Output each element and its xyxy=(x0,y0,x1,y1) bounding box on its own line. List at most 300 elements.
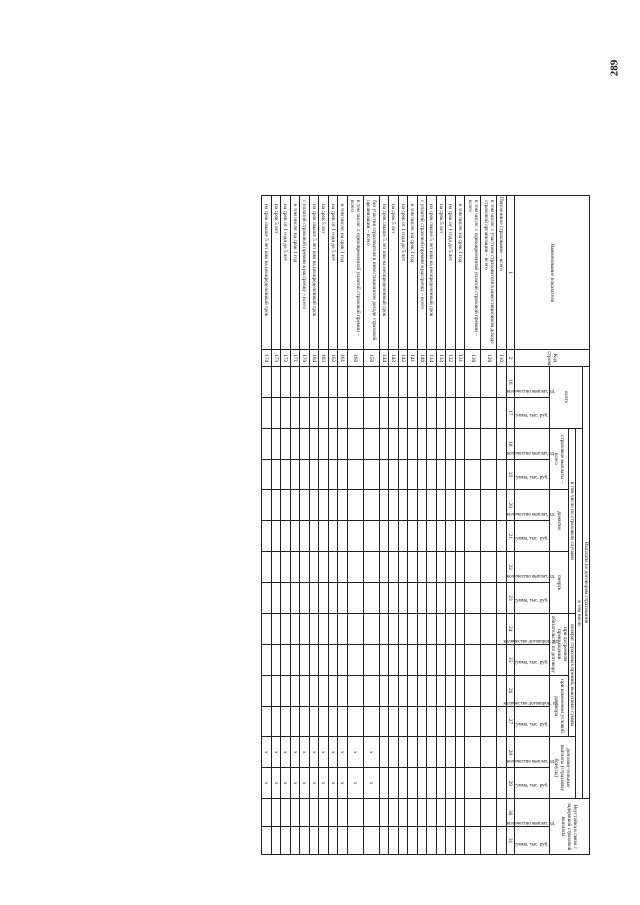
table-cell xyxy=(309,521,319,552)
row-code: 120 xyxy=(481,350,497,366)
subheader-sum: сумма, тыс. руб. xyxy=(514,706,549,737)
table-cell xyxy=(319,397,329,428)
row-code: 110 xyxy=(497,350,507,366)
table-cell xyxy=(481,397,497,428)
table-cell xyxy=(497,521,507,552)
table-cell xyxy=(347,583,363,614)
table-cell xyxy=(338,799,348,827)
table-cell xyxy=(417,552,427,583)
column-number: 22 xyxy=(506,552,514,583)
table-cell xyxy=(389,827,399,855)
table-cell xyxy=(427,644,437,675)
table-cell xyxy=(262,613,272,644)
table-cell xyxy=(262,490,272,521)
table-cell xyxy=(417,490,427,521)
table-cell xyxy=(338,706,348,737)
table-cell xyxy=(427,706,437,737)
table-cell xyxy=(379,799,389,827)
cell-extra-sum xyxy=(389,768,399,799)
table-row xyxy=(455,196,465,855)
row-name: на срок 5 лет xyxy=(389,196,399,350)
cell-extra-count xyxy=(436,737,446,768)
table-cell xyxy=(417,644,427,675)
row-name: в том числе: на срок 1 год xyxy=(338,196,348,350)
table-cell xyxy=(290,799,300,827)
cell-extra-count: x xyxy=(281,737,291,768)
table-cell xyxy=(417,799,427,827)
table-cell xyxy=(398,552,408,583)
column-number: 18 xyxy=(506,428,514,459)
row-code: 144 xyxy=(379,350,389,366)
header-payments: Выплаты по договорам страхования xyxy=(582,366,589,798)
row-name: Пенсионное страхование – всего xyxy=(497,196,507,350)
row-code: 141 xyxy=(408,350,418,366)
table-cell xyxy=(455,397,465,428)
table-cell xyxy=(436,459,446,490)
table-cell xyxy=(389,521,399,552)
table-cell xyxy=(465,552,481,583)
table-row xyxy=(446,196,456,855)
table-cell xyxy=(398,397,408,428)
table-row xyxy=(328,196,338,855)
table-cell xyxy=(328,490,338,521)
table-cell xyxy=(436,583,446,614)
subheader-count: количество выплат, ед. xyxy=(514,428,549,459)
table-cell xyxy=(446,799,456,827)
table-cell xyxy=(347,366,363,397)
table-cell xyxy=(455,428,465,459)
table-row xyxy=(309,196,319,855)
table-cell xyxy=(338,428,348,459)
table-cell xyxy=(290,428,300,459)
table-cell xyxy=(319,644,329,675)
table-cell xyxy=(271,583,281,614)
row-name: в том числе: на срок 1 год xyxy=(290,196,300,350)
table-cell xyxy=(379,397,389,428)
table-cell xyxy=(309,799,319,827)
table-cell xyxy=(398,490,408,521)
table-cell xyxy=(290,675,300,706)
table-cell xyxy=(497,644,507,675)
table-cell xyxy=(319,521,329,552)
table-cell xyxy=(290,644,300,675)
table-cell xyxy=(347,827,363,855)
table-cell xyxy=(271,827,281,855)
table-cell xyxy=(319,366,329,397)
subheader-sum: сумма, тыс. руб. xyxy=(514,583,549,614)
table-cell xyxy=(465,799,481,827)
table-cell xyxy=(446,490,456,521)
table-cell xyxy=(446,827,456,855)
table-cell xyxy=(455,644,465,675)
table-cell xyxy=(408,552,418,583)
table-cell xyxy=(446,366,456,397)
cell-extra-count: x xyxy=(338,737,348,768)
cell-extra-sum xyxy=(408,768,418,799)
table-cell xyxy=(446,675,456,706)
table-cell xyxy=(436,827,446,855)
table-cell xyxy=(271,459,281,490)
row-name: на срок 5 лет xyxy=(271,196,281,350)
table-cell xyxy=(465,459,481,490)
table-cell xyxy=(481,521,497,552)
cell-extra-count xyxy=(398,737,408,768)
table-cell xyxy=(389,706,399,737)
column-number: 25 xyxy=(506,644,514,675)
table-cell xyxy=(319,490,329,521)
table-cell xyxy=(417,706,427,737)
table-cell xyxy=(338,552,348,583)
cell-extra-sum: x xyxy=(300,768,310,799)
cell-extra-count: x xyxy=(309,737,319,768)
table-cell xyxy=(408,799,418,827)
table-cell xyxy=(417,613,427,644)
table-cell xyxy=(389,799,399,827)
table-row xyxy=(379,196,389,855)
row-code: 131 xyxy=(455,350,465,366)
table-cell xyxy=(300,490,310,521)
table-cell xyxy=(398,459,408,490)
table-cell xyxy=(408,613,418,644)
row-code: 161 xyxy=(338,350,348,366)
table-row xyxy=(347,196,363,855)
subheader-sum: сумма, тыс. руб. xyxy=(514,768,549,799)
column-number: 20 xyxy=(506,490,514,521)
insurance-payments-table xyxy=(261,195,590,855)
table-cell xyxy=(300,675,310,706)
table-row xyxy=(338,196,348,855)
row-name: в том числе: на срок 1 год xyxy=(455,196,465,350)
cell-extra-sum xyxy=(455,768,465,799)
cell-extra-sum xyxy=(417,768,427,799)
row-name: на срок свыше 5 лет или на неопределенный срок xyxy=(309,196,319,350)
table-cell xyxy=(455,706,465,737)
table-row xyxy=(465,196,481,855)
row-name: в том числе: с единовременной уплатой страховой премии – всего xyxy=(347,196,363,350)
table-cell xyxy=(319,613,329,644)
table-cell xyxy=(363,521,379,552)
table-cell xyxy=(379,613,389,644)
subheader-count: количество выплат, ед. xyxy=(514,490,549,521)
table-cell xyxy=(309,583,319,614)
row-name: в том числе: с единовременной уплатой страховой премии – всего xyxy=(465,196,481,350)
table-cell xyxy=(465,397,481,428)
table-cell xyxy=(328,706,338,737)
table-cell xyxy=(497,827,507,855)
header-extra-payments: дополни-тельные выплаты (страховые бонусы) xyxy=(549,737,575,799)
table-cell xyxy=(290,459,300,490)
cell-extra-count: x xyxy=(262,737,272,768)
table-cell xyxy=(347,428,363,459)
table-row xyxy=(427,196,437,855)
table-cell xyxy=(408,459,418,490)
cell-extra-sum xyxy=(379,768,389,799)
cell-extra-count xyxy=(497,737,507,768)
cell-extra-count xyxy=(417,737,427,768)
cell-extra-count: x xyxy=(328,737,338,768)
table-cell xyxy=(347,799,363,827)
table-cell xyxy=(363,644,379,675)
table-cell xyxy=(427,397,437,428)
table-cell xyxy=(427,366,437,397)
table-cell xyxy=(417,583,427,614)
table-cell xyxy=(281,799,291,827)
subheader-sum: сумма, тыс. руб. xyxy=(514,521,549,552)
table-cell xyxy=(398,613,408,644)
table-cell xyxy=(408,521,418,552)
table-cell xyxy=(328,459,338,490)
table-cell xyxy=(417,827,427,855)
table-cell xyxy=(338,459,348,490)
table-cell xyxy=(398,366,408,397)
table-cell xyxy=(389,490,399,521)
table-cell xyxy=(338,366,348,397)
table-cell xyxy=(363,397,379,428)
row-name: на срок 5 лет xyxy=(436,196,446,350)
table-cell xyxy=(497,397,507,428)
table-cell xyxy=(290,521,300,552)
header-code: Код строки xyxy=(514,350,589,366)
table-row xyxy=(271,196,281,855)
table-cell xyxy=(300,366,310,397)
column-number: 24 xyxy=(506,613,514,644)
table-cell xyxy=(427,552,437,583)
table-cell xyxy=(455,459,465,490)
table-cell xyxy=(271,675,281,706)
table-cell xyxy=(389,459,399,490)
table-cell xyxy=(309,675,319,706)
table-cell xyxy=(281,827,291,855)
table-cell xyxy=(347,675,363,706)
table-cell xyxy=(309,490,319,521)
column-number: 2 xyxy=(506,350,514,366)
table-cell xyxy=(363,459,379,490)
table-row xyxy=(389,196,399,855)
row-code: 130 xyxy=(465,350,481,366)
table-cell xyxy=(497,490,507,521)
row-name: на срок от 1 года до 5 лет xyxy=(446,196,456,350)
table-cell xyxy=(398,827,408,855)
table-cell xyxy=(363,706,379,737)
table-cell xyxy=(309,428,319,459)
table-cell xyxy=(436,675,446,706)
column-number: 29 xyxy=(506,768,514,799)
table-cell xyxy=(290,397,300,428)
table-cell xyxy=(300,613,310,644)
subheader-count: количество выплат, ед. xyxy=(514,737,549,768)
table-cell xyxy=(328,428,338,459)
row-name: в том числе: с участием страхователя в инвестиционном доходе страховой организации – всего xyxy=(481,196,497,350)
table-cell xyxy=(363,428,379,459)
table-cell xyxy=(363,613,379,644)
table-row xyxy=(281,196,291,855)
table-row xyxy=(363,196,379,855)
row-code: 174 xyxy=(262,350,272,366)
table-cell xyxy=(262,397,272,428)
subheader-sum: сумма, тыс. руб. xyxy=(514,644,549,675)
table-cell xyxy=(455,675,465,706)
table-cell xyxy=(328,827,338,855)
table-cell xyxy=(281,428,291,459)
column-number: 26 xyxy=(506,675,514,706)
cell-extra-count: x xyxy=(347,737,363,768)
table-cell xyxy=(389,613,399,644)
table-cell xyxy=(347,644,363,675)
row-code: 162 xyxy=(328,350,338,366)
table-cell xyxy=(347,490,363,521)
table-cell xyxy=(319,706,329,737)
table-cell xyxy=(319,799,329,827)
table-cell xyxy=(379,827,389,855)
table-cell xyxy=(455,366,465,397)
table-cell xyxy=(408,644,418,675)
subheader-sum: сумма, тыс. руб. xyxy=(514,827,549,855)
table-cell xyxy=(408,490,418,521)
table-cell xyxy=(379,552,389,583)
row-name: с уплатой страховой премии в рассрочку – всего xyxy=(300,196,310,350)
table-cell xyxy=(300,706,310,737)
subheader-sum: сумма, тыс. руб. xyxy=(514,397,549,428)
table-cell xyxy=(328,521,338,552)
table-cell xyxy=(271,552,281,583)
cell-extra-count xyxy=(427,737,437,768)
subheader-sum: сумма, тыс. руб. xyxy=(514,459,549,490)
table-cell xyxy=(300,583,310,614)
table-cell xyxy=(290,552,300,583)
cell-extra-sum: x xyxy=(338,768,348,799)
table-cell xyxy=(309,397,319,428)
table-cell xyxy=(446,428,456,459)
table-cell xyxy=(328,583,338,614)
table-cell xyxy=(398,799,408,827)
row-name: на срок свыше 5 лет или на неопределенный срок xyxy=(427,196,437,350)
table-cell xyxy=(436,490,446,521)
table-cell xyxy=(290,827,300,855)
cell-extra-sum xyxy=(497,768,507,799)
table-cell xyxy=(347,552,363,583)
table-cell xyxy=(262,552,272,583)
column-number: 31 xyxy=(506,827,514,855)
rotated-table-container xyxy=(70,195,590,855)
table-row xyxy=(300,196,310,855)
cell-extra-sum: x xyxy=(309,768,319,799)
table-cell xyxy=(408,675,418,706)
cell-extra-sum: x xyxy=(271,768,281,799)
table-cell xyxy=(481,366,497,397)
table-cell xyxy=(309,706,319,737)
table-cell xyxy=(347,397,363,428)
table-cell xyxy=(436,521,446,552)
row-code: 163 xyxy=(319,350,329,366)
table-cell xyxy=(262,583,272,614)
table-cell xyxy=(427,827,437,855)
table-cell xyxy=(262,827,272,855)
row-code: 173 xyxy=(271,350,281,366)
table-cell xyxy=(481,428,497,459)
table-cell xyxy=(309,827,319,855)
table-cell xyxy=(465,706,481,737)
table-cell xyxy=(417,428,427,459)
table-cell xyxy=(481,490,497,521)
row-name: на срок от 1 года до 5 лет xyxy=(398,196,408,350)
cell-extra-count xyxy=(379,737,389,768)
table-body xyxy=(262,196,507,855)
table-cell xyxy=(436,706,446,737)
row-name: на срок 5 лет xyxy=(319,196,329,350)
table-cell xyxy=(271,644,281,675)
table-cell xyxy=(309,366,319,397)
column-number: 23 xyxy=(506,583,514,614)
cell-extra-sum: x xyxy=(281,768,291,799)
table-cell xyxy=(427,459,437,490)
header-death: смерть xyxy=(549,552,568,614)
table-row xyxy=(481,196,497,855)
table-cell xyxy=(281,366,291,397)
table-cell xyxy=(338,613,348,644)
table-cell xyxy=(281,521,291,552)
table-cell xyxy=(300,459,310,490)
table-cell xyxy=(481,552,497,583)
table-cell xyxy=(446,644,456,675)
table-cell xyxy=(465,366,481,397)
row-name: без участия страхователя в инвестиционном доходе страховой организации – всего xyxy=(363,196,379,350)
table-cell xyxy=(290,366,300,397)
row-code: 142 xyxy=(398,350,408,366)
table-cell xyxy=(417,675,427,706)
table-cell xyxy=(408,428,418,459)
table-cell xyxy=(338,397,348,428)
table-cell xyxy=(281,583,291,614)
table-cell xyxy=(271,397,281,428)
table-cell xyxy=(446,459,456,490)
table-cell xyxy=(319,583,329,614)
table-cell xyxy=(436,428,446,459)
table-cell xyxy=(408,366,418,397)
table-cell xyxy=(290,490,300,521)
table-cell xyxy=(481,827,497,855)
table-cell xyxy=(497,552,507,583)
subheader-count: количество выплат, ед. xyxy=(514,552,549,583)
cell-extra-count: x xyxy=(271,737,281,768)
header-including: в том числе xyxy=(575,428,582,799)
table-cell xyxy=(262,521,272,552)
table-cell xyxy=(455,613,465,644)
table-cell xyxy=(309,644,319,675)
cell-extra-sum: x xyxy=(328,768,338,799)
row-name: в том числе: на срок 1 год xyxy=(408,196,418,350)
table-cell xyxy=(436,799,446,827)
table-row xyxy=(408,196,418,855)
table-cell xyxy=(271,799,281,827)
cell-extra-count xyxy=(481,737,497,768)
cell-extra-count xyxy=(389,737,399,768)
table-cell xyxy=(389,675,399,706)
column-number: 19 xyxy=(506,459,514,490)
column-number: 27 xyxy=(506,706,514,737)
table-cell xyxy=(319,428,329,459)
row-name: на срок от 1 года до 5 лет xyxy=(281,196,291,350)
table-cell xyxy=(262,799,272,827)
table-cell xyxy=(338,490,348,521)
column-number: 30 xyxy=(506,799,514,827)
table-cell xyxy=(446,552,456,583)
table-cell xyxy=(328,644,338,675)
page-number: 289 xyxy=(608,59,621,77)
row-name: на срок свыше 5 лет или на неопределенный срок xyxy=(262,196,272,350)
table-cell xyxy=(338,644,348,675)
table-cell xyxy=(408,706,418,737)
table-cell xyxy=(347,459,363,490)
